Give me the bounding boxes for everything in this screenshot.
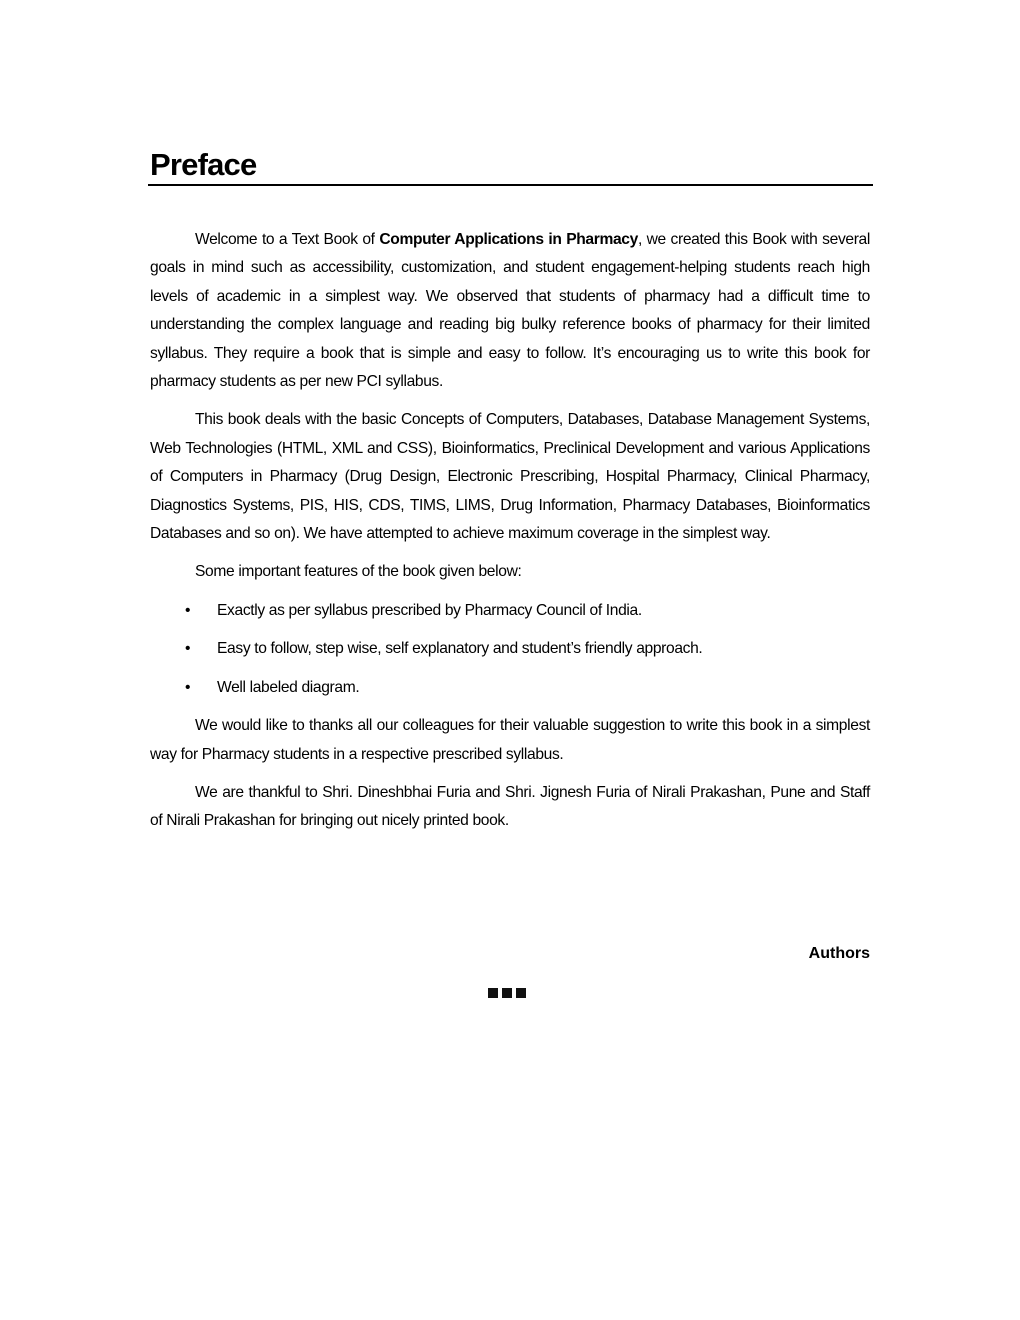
intro-text-rest: , we created this Book with several goals in mind such as accessibility, customization, and student engagement-helping students reach high levels of academic in a simplest way. We observed that students of pharmacy had a difficult time to understanding the complex language and reading big bulky reference books of pharmacy for their limited syllabus. They require a book that is simple and easy to follow. It’s encouraging us to write this book for pharmacy students as per new PCI syllabus. xyxy=(150,231,870,391)
end-of-section-icon xyxy=(488,988,526,998)
scope-paragraph: This book deals with the basic Concepts of Computers, Databases, Database Management Systems, Web Technologies (HTML, XML and CSS), Bioinformatics, Preclinical Development and various Applications of Computers in Pharmacy (Drug Design, Electronic Prescribing, Hospital Pharmacy, Clinical Pharmacy, Diagnostics Systems, PIS, HIS, CDS, TIMS, LIMS, Drug Information, Pharmacy Databases, Bioinformatics Databases and so on). We have attempted to achieve maximum coverage in the simplest way. xyxy=(150,411,870,543)
feature-list-item xyxy=(150,674,870,702)
preface-body xyxy=(150,226,870,846)
feature-text: Well labeled diagram. xyxy=(217,678,360,696)
intro-paragraph xyxy=(150,226,870,396)
feature-text: Easy to follow, step wise, self explanatory and student’s friendly approach. xyxy=(217,640,703,658)
features-list xyxy=(150,597,870,702)
square-icon xyxy=(488,988,498,998)
intro-text-start: Welcome to a Text Book of xyxy=(195,231,380,248)
features-intro-paragraph: Some important features of the book given below: xyxy=(195,563,522,581)
feature-text: Exactly as per syllabus prescribed by Pharmacy Council of India. xyxy=(217,601,642,619)
square-icon xyxy=(516,988,526,998)
bullet-icon: • xyxy=(185,678,191,696)
bullet-icon: • xyxy=(185,640,191,658)
authors-signature: Authors xyxy=(808,945,870,962)
thanks-publisher-paragraph: We are thankful to Shri. Dineshbhai Furia and Shri. Jignesh Furia of Nirali Prakashan, Pune and Staff of Nirali Prakashan for bringing out nicely printed book. xyxy=(150,783,870,830)
square-icon xyxy=(502,988,512,998)
feature-list-item xyxy=(150,635,870,663)
page-title: Preface xyxy=(150,147,257,182)
title-underline-divider xyxy=(148,184,873,186)
feature-list-item xyxy=(150,597,870,625)
book-title-bold: Computer Applications in Pharmacy xyxy=(379,231,638,248)
bullet-icon: • xyxy=(185,601,191,619)
thanks-colleagues-paragraph: We would like to thanks all our colleagues for their valuable suggestion to write this book in a simplest way for Pharmacy students in a respective prescribed syllabus. xyxy=(150,717,870,763)
